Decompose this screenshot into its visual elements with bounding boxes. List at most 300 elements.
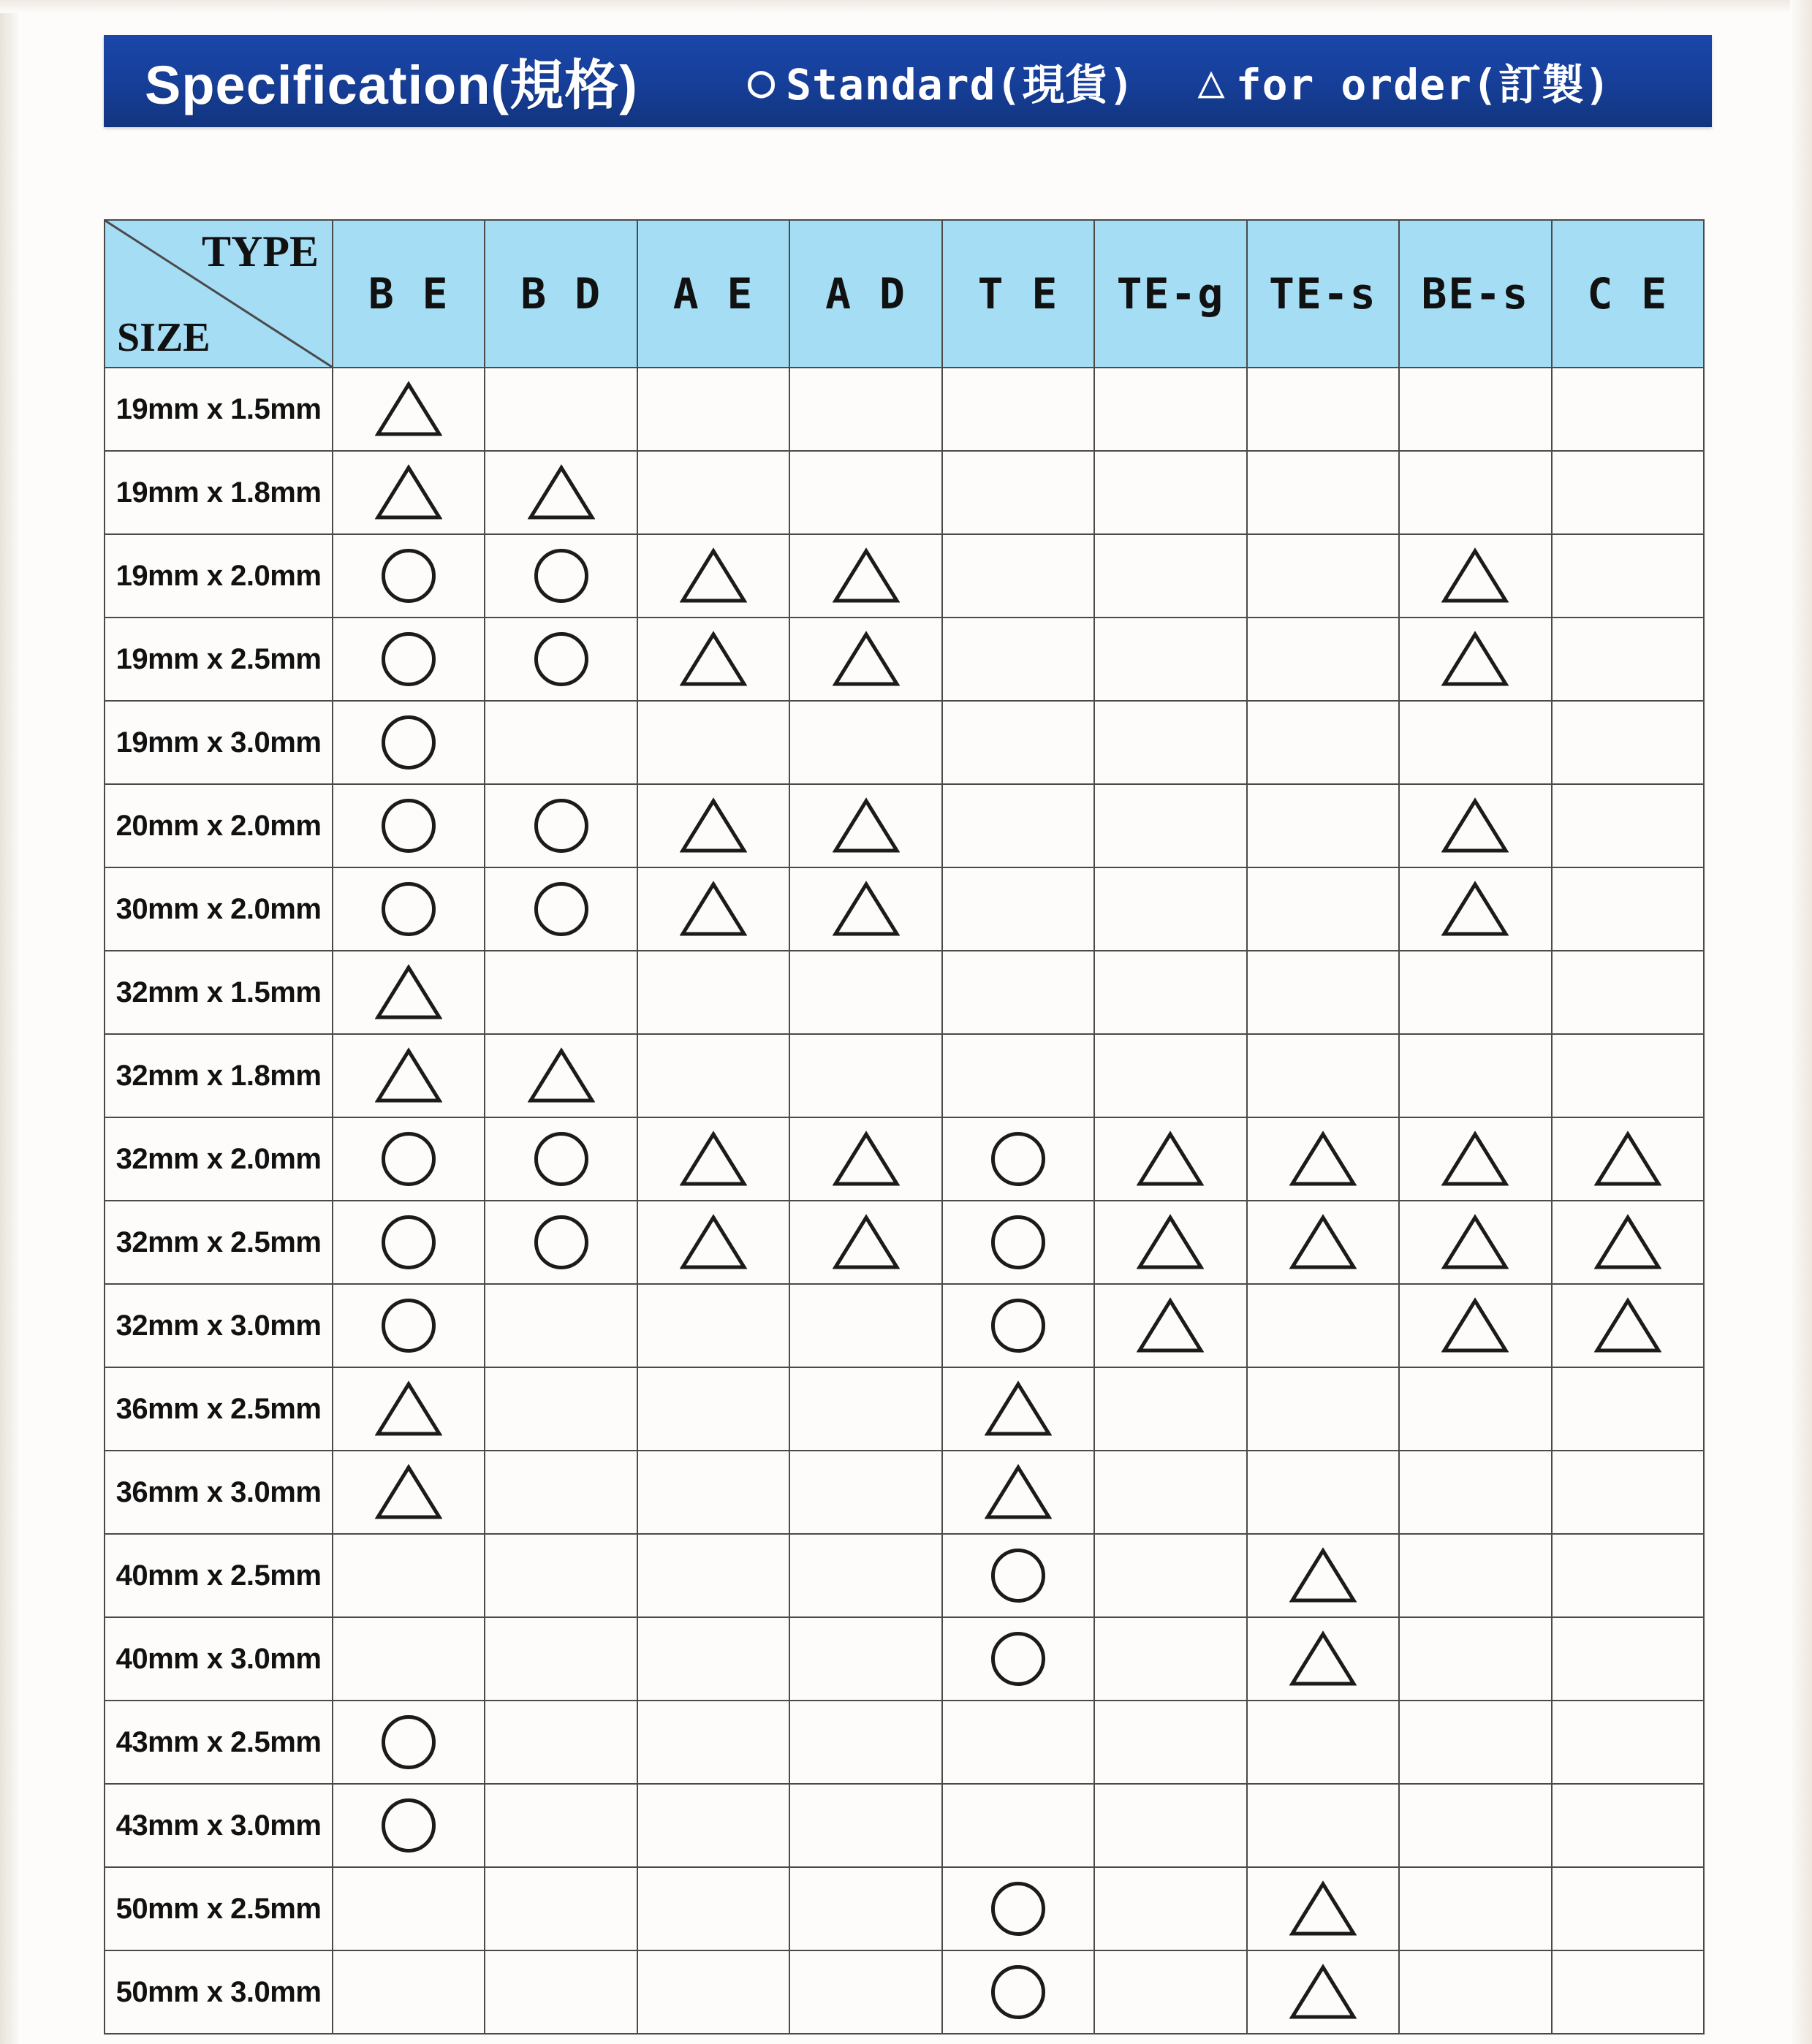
triangle-icon (1137, 1131, 1204, 1188)
availability-cell (1399, 1117, 1551, 1201)
circle-icon: ○ (747, 54, 776, 107)
availability-cell (637, 784, 789, 867)
circle-icon (382, 1215, 436, 1269)
availability-cell (1094, 1201, 1246, 1284)
column-header-te-s: TE-s (1247, 220, 1399, 368)
circle-icon (382, 632, 436, 686)
availability-cell (1552, 1701, 1705, 1784)
availability-cell (1247, 1701, 1399, 1784)
triangle-icon (375, 464, 442, 521)
column-header-ce: C E (1552, 220, 1705, 368)
availability-cell (1399, 1784, 1551, 1867)
availability-cell (1094, 1784, 1246, 1867)
table-row (105, 1034, 1704, 1117)
circle-icon (382, 715, 436, 770)
triangle-icon (680, 1131, 747, 1188)
availability-cell (789, 1534, 941, 1617)
availability-cell (1552, 1617, 1705, 1701)
table-row (105, 784, 1704, 867)
circle-icon (991, 1632, 1045, 1686)
triangle-icon (1289, 1214, 1357, 1271)
availability-cell (637, 1034, 789, 1117)
circle-icon (991, 1965, 1045, 2019)
availability-cell (942, 1867, 1094, 1950)
availability-cell (1552, 1117, 1705, 1201)
page-title: Specification(規格) (145, 55, 638, 115)
availability-cell (485, 618, 637, 701)
availability-cell (1399, 1451, 1551, 1534)
availability-cell (1552, 1367, 1705, 1451)
size-cell: 50mm x 3.0mm (105, 1950, 333, 2034)
table-row (105, 701, 1704, 784)
availability-cell (485, 784, 637, 867)
table-row (105, 1284, 1704, 1367)
table-row (105, 618, 1704, 701)
availability-cell (1094, 1367, 1246, 1451)
availability-cell (789, 1034, 941, 1117)
table-row (105, 1617, 1704, 1701)
availability-cell (1399, 368, 1551, 451)
size-cell: 32mm x 3.0mm (105, 1284, 333, 1367)
size-cell: 40mm x 3.0mm (105, 1617, 333, 1701)
availability-cell (1094, 1117, 1246, 1201)
availability-cell (1552, 1534, 1705, 1617)
corner-type-label: TYPE (201, 227, 319, 276)
availability-cell (942, 701, 1094, 784)
availability-cell (1399, 701, 1551, 784)
availability-cell (1552, 784, 1705, 867)
availability-cell (485, 1867, 637, 1950)
availability-cell (789, 368, 941, 451)
availability-cell (1399, 951, 1551, 1034)
availability-cell (333, 368, 485, 451)
table-row (105, 867, 1704, 951)
triangle-icon (1289, 1880, 1357, 1937)
triangle-icon (528, 1047, 595, 1104)
table-row (105, 951, 1704, 1034)
availability-cell (333, 1367, 485, 1451)
availability-cell (1552, 1284, 1705, 1367)
triangle-icon (985, 1380, 1052, 1437)
availability-cell (485, 1701, 637, 1784)
size-cell: 30mm x 2.0mm (105, 867, 333, 951)
availability-cell (485, 368, 637, 451)
availability-cell (333, 618, 485, 701)
availability-cell (1399, 867, 1551, 951)
availability-cell (485, 451, 637, 534)
column-header-ad: A D (789, 220, 941, 368)
availability-cell (333, 1534, 485, 1617)
column-header-bd: B D (485, 220, 637, 368)
circle-icon (382, 1798, 436, 1853)
size-cell: 32mm x 1.8mm (105, 1034, 333, 1117)
triangle-icon (1289, 1547, 1357, 1604)
availability-cell (1247, 1451, 1399, 1534)
table-corner-header (105, 220, 333, 368)
availability-cell (485, 701, 637, 784)
triangle-icon (833, 631, 900, 688)
availability-cell (1247, 867, 1399, 951)
availability-cell (1094, 1534, 1246, 1617)
availability-cell (485, 1117, 637, 1201)
triangle-icon (1289, 1964, 1357, 2021)
availability-cell (333, 1950, 485, 2034)
availability-cell (1247, 1201, 1399, 1284)
circle-icon (382, 799, 436, 853)
table-header-row (105, 220, 1704, 368)
triangle-icon (1441, 797, 1509, 854)
triangle-icon (1441, 547, 1509, 604)
triangle-icon (1594, 1297, 1661, 1354)
availability-cell (637, 1701, 789, 1784)
size-cell: 19mm x 1.5mm (105, 368, 333, 451)
availability-cell (333, 1284, 485, 1367)
table-row (105, 1950, 1704, 2034)
availability-cell (1247, 701, 1399, 784)
availability-cell (789, 1117, 941, 1201)
availability-cell (1399, 1534, 1551, 1617)
availability-cell (789, 451, 941, 534)
column-header-be: B E (333, 220, 485, 368)
availability-cell (1094, 534, 1246, 618)
availability-cell (789, 951, 941, 1034)
availability-cell (942, 1367, 1094, 1451)
circle-icon (991, 1132, 1045, 1186)
triangle-icon (833, 881, 900, 938)
availability-cell (789, 534, 941, 618)
availability-cell (333, 867, 485, 951)
table-row (105, 1701, 1704, 1784)
availability-cell (789, 1784, 941, 1867)
size-cell: 19mm x 1.8mm (105, 451, 333, 534)
specification-banner (104, 35, 1712, 127)
availability-cell (1399, 534, 1551, 618)
circle-icon (382, 882, 436, 936)
availability-cell (637, 1451, 789, 1534)
availability-cell (637, 451, 789, 534)
circle-icon (534, 1132, 588, 1186)
availability-cell (637, 1201, 789, 1284)
circle-icon (991, 1882, 1045, 1936)
availability-cell (942, 951, 1094, 1034)
availability-cell (1247, 451, 1399, 534)
availability-cell (637, 1950, 789, 2034)
circle-icon (534, 799, 588, 853)
triangle-icon (1441, 631, 1509, 688)
paper-edge-top (0, 0, 1812, 13)
availability-cell (1094, 1451, 1246, 1534)
availability-cell (1094, 867, 1246, 951)
size-cell: 19mm x 2.5mm (105, 618, 333, 701)
circle-icon (534, 549, 588, 603)
availability-cell (942, 1451, 1094, 1534)
specification-table (104, 219, 1705, 2034)
availability-cell (1247, 1284, 1399, 1367)
column-header-ae: A E (637, 220, 789, 368)
availability-cell (1552, 1451, 1705, 1534)
size-cell: 32mm x 2.5mm (105, 1201, 333, 1284)
availability-cell (1552, 867, 1705, 951)
circle-icon (382, 1299, 436, 1353)
availability-cell (1094, 451, 1246, 534)
availability-cell (1399, 784, 1551, 867)
circle-icon (382, 1715, 436, 1769)
availability-cell (333, 1617, 485, 1701)
availability-cell (1247, 951, 1399, 1034)
table-row (105, 368, 1704, 451)
availability-cell (1552, 701, 1705, 784)
table-row (105, 1451, 1704, 1534)
legend-label-for-order: for order(訂製) (1235, 60, 1611, 110)
availability-cell (1247, 784, 1399, 867)
legend-item-for-order (1197, 50, 1610, 112)
availability-cell (942, 451, 1094, 534)
availability-cell (942, 867, 1094, 951)
availability-cell (1399, 451, 1551, 534)
availability-cell (942, 784, 1094, 867)
availability-cell (1094, 1950, 1246, 2034)
availability-cell (789, 1701, 941, 1784)
circle-icon (382, 549, 436, 603)
availability-cell (637, 951, 789, 1034)
circle-icon (534, 1215, 588, 1269)
availability-cell (333, 784, 485, 867)
availability-cell (1552, 1034, 1705, 1117)
circle-icon (991, 1215, 1045, 1269)
availability-cell (333, 1867, 485, 1950)
availability-cell (789, 1367, 941, 1451)
availability-cell (1094, 951, 1246, 1034)
availability-cell (1399, 618, 1551, 701)
availability-cell (1247, 618, 1399, 701)
availability-cell (789, 1201, 941, 1284)
availability-cell (942, 1701, 1094, 1784)
availability-cell (1094, 618, 1246, 701)
availability-cell (637, 1367, 789, 1451)
availability-cell (333, 451, 485, 534)
availability-cell (1399, 1867, 1551, 1950)
availability-cell (485, 1201, 637, 1284)
circle-icon (382, 1132, 436, 1186)
triangle-icon (1594, 1214, 1661, 1271)
availability-cell (1247, 1367, 1399, 1451)
availability-cell (1247, 1784, 1399, 1867)
size-cell: 32mm x 1.5mm (105, 951, 333, 1034)
table-row (105, 1201, 1704, 1284)
availability-cell (333, 1034, 485, 1117)
availability-cell (1094, 1034, 1246, 1117)
availability-cell (637, 1867, 789, 1950)
column-header-te: T E (942, 220, 1094, 368)
availability-cell (1552, 951, 1705, 1034)
specification-table-wrap (104, 219, 1705, 2034)
triangle-icon (375, 964, 442, 1021)
size-cell: 20mm x 2.0mm (105, 784, 333, 867)
table-row (105, 451, 1704, 534)
triangle-icon (833, 1131, 900, 1188)
availability-cell (942, 534, 1094, 618)
triangle-icon (833, 797, 900, 854)
triangle-icon (1441, 881, 1509, 938)
availability-cell (1247, 534, 1399, 618)
availability-cell (789, 1950, 941, 2034)
table-row (105, 1784, 1704, 1867)
table-row (105, 1367, 1704, 1451)
availability-cell (1552, 1950, 1705, 2034)
legend (748, 50, 1674, 112)
availability-cell (333, 951, 485, 1034)
triangle-icon (528, 464, 595, 521)
availability-cell (942, 1201, 1094, 1284)
triangle-icon (1441, 1214, 1509, 1271)
availability-cell (485, 1451, 637, 1534)
availability-cell (942, 368, 1094, 451)
triangle-icon (1594, 1131, 1661, 1188)
availability-cell (485, 1784, 637, 1867)
availability-cell (1399, 1701, 1551, 1784)
availability-cell (637, 1534, 789, 1617)
triangle-icon (833, 1214, 900, 1271)
availability-cell (637, 1617, 789, 1701)
legend-label-standard: Standard(現貨) (786, 60, 1135, 110)
triangle-icon (375, 1380, 442, 1437)
table-row (105, 1117, 1704, 1201)
availability-cell (942, 1784, 1094, 1867)
table-head (105, 220, 1704, 368)
table-row (105, 1534, 1704, 1617)
availability-cell (1247, 1950, 1399, 2034)
circle-icon (991, 1549, 1045, 1603)
availability-cell (333, 1117, 485, 1201)
availability-cell (637, 1117, 789, 1201)
availability-cell (1094, 1701, 1246, 1784)
paper-edge-left (0, 0, 19, 2044)
triangle-icon (833, 547, 900, 604)
availability-cell (1552, 1867, 1705, 1950)
availability-cell (1399, 1367, 1551, 1451)
availability-cell (333, 1701, 485, 1784)
availability-cell (1552, 534, 1705, 618)
availability-cell (1247, 1534, 1399, 1617)
availability-cell (789, 867, 941, 951)
availability-cell (485, 1617, 637, 1701)
availability-cell (485, 1034, 637, 1117)
availability-cell (333, 1784, 485, 1867)
availability-cell (1399, 1201, 1551, 1284)
triangle-icon (1137, 1214, 1204, 1271)
availability-cell (333, 701, 485, 784)
table-body (105, 368, 1704, 2034)
availability-cell (942, 1950, 1094, 2034)
availability-cell (942, 1617, 1094, 1701)
table-row (105, 1867, 1704, 1950)
availability-cell (637, 1784, 789, 1867)
triangle-icon (1289, 1630, 1357, 1687)
availability-cell (637, 368, 789, 451)
availability-cell (1094, 784, 1246, 867)
availability-cell (789, 1451, 941, 1534)
availability-cell (1247, 1867, 1399, 1950)
availability-cell (942, 1034, 1094, 1117)
availability-cell (1552, 368, 1705, 451)
triangle-icon (375, 381, 442, 438)
availability-cell (942, 1117, 1094, 1201)
availability-cell (485, 1534, 637, 1617)
size-cell: 43mm x 3.0mm (105, 1784, 333, 1867)
triangle-icon (1137, 1297, 1204, 1354)
size-cell: 36mm x 3.0mm (105, 1451, 333, 1534)
triangle-icon (680, 881, 747, 938)
triangle-icon (680, 797, 747, 854)
availability-cell (1399, 1284, 1551, 1367)
availability-cell (1094, 1867, 1246, 1950)
triangle-icon (375, 1464, 442, 1521)
availability-cell (1399, 1617, 1551, 1701)
availability-cell (637, 867, 789, 951)
size-cell: 19mm x 3.0mm (105, 701, 333, 784)
availability-cell (789, 1867, 941, 1950)
availability-cell (485, 951, 637, 1034)
size-cell: 32mm x 2.0mm (105, 1117, 333, 1201)
availability-cell (637, 618, 789, 701)
triangle-icon (1289, 1131, 1357, 1188)
size-cell: 19mm x 2.0mm (105, 534, 333, 618)
availability-cell (485, 1950, 637, 2034)
availability-cell (1399, 1950, 1551, 2034)
availability-cell (1552, 1201, 1705, 1284)
availability-cell (942, 618, 1094, 701)
availability-cell (637, 701, 789, 784)
availability-cell (1247, 368, 1399, 451)
availability-cell (1552, 451, 1705, 534)
availability-cell (1552, 1784, 1705, 1867)
availability-cell (789, 1617, 941, 1701)
availability-cell (1247, 1034, 1399, 1117)
paper-edge-right (1790, 0, 1812, 2044)
availability-cell (485, 534, 637, 618)
column-header-be-s: BE-s (1399, 220, 1551, 368)
triangle-icon (985, 1464, 1052, 1521)
triangle-icon (680, 1214, 747, 1271)
triangle-icon (375, 1047, 442, 1104)
size-cell: 36mm x 2.5mm (105, 1367, 333, 1451)
triangle-icon (1441, 1297, 1509, 1354)
availability-cell (333, 534, 485, 618)
size-cell: 40mm x 2.5mm (105, 1534, 333, 1617)
availability-cell (1247, 1117, 1399, 1201)
corner-size-label: SIZE (117, 315, 211, 360)
availability-cell (1094, 701, 1246, 784)
circle-icon (534, 632, 588, 686)
availability-cell (789, 618, 941, 701)
triangle-icon (680, 631, 747, 688)
availability-cell (485, 1284, 637, 1367)
availability-cell (1094, 1284, 1246, 1367)
availability-cell (942, 1284, 1094, 1367)
size-cell: 43mm x 2.5mm (105, 1701, 333, 1784)
availability-cell (1552, 618, 1705, 701)
availability-cell (1247, 1617, 1399, 1701)
circle-icon (991, 1299, 1045, 1353)
availability-cell (1094, 1617, 1246, 1701)
availability-cell (1094, 368, 1246, 451)
legend-item-standard (748, 50, 1135, 112)
circle-icon (534, 882, 588, 936)
availability-cell (485, 1367, 637, 1451)
triangle-icon (680, 547, 747, 604)
size-cell: 50mm x 2.5mm (105, 1867, 333, 1950)
availability-cell (942, 1534, 1094, 1617)
